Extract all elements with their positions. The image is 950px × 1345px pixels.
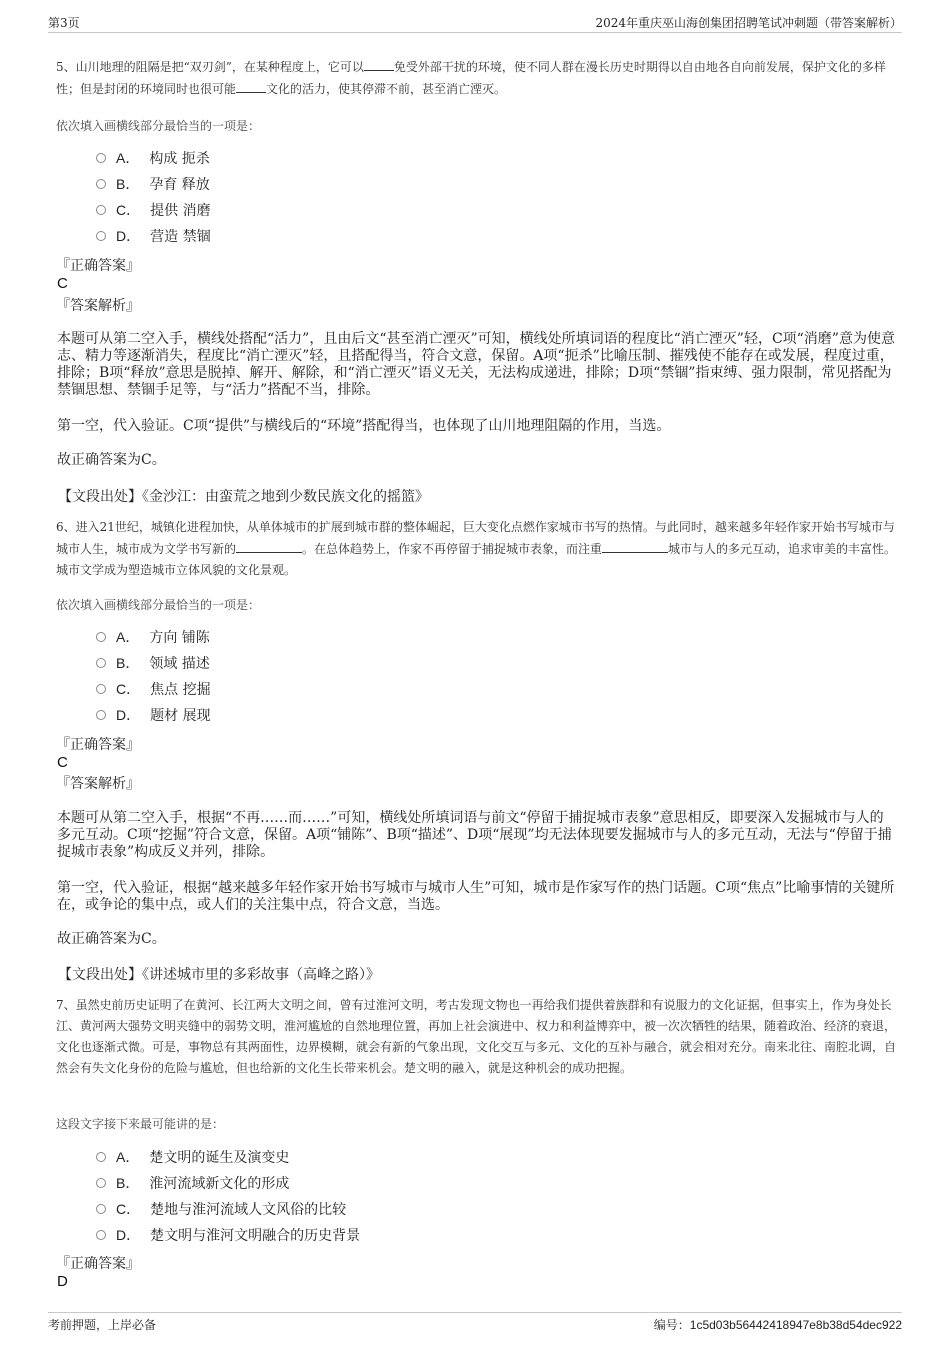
question-6-options bbox=[56, 624, 211, 728]
question-7-options bbox=[56, 1144, 360, 1248]
blank-1 bbox=[364, 56, 394, 71]
analysis-label: 『答案解析』 bbox=[56, 776, 140, 792]
radio-icon[interactable] bbox=[96, 1178, 106, 1188]
page-header bbox=[48, 14, 902, 33]
option-d[interactable]: D． 楚文明与淮河文明融合的历史背景 bbox=[56, 1222, 360, 1248]
page-footer bbox=[48, 1312, 902, 1335]
answer-label: 『正确答案』 bbox=[56, 258, 140, 274]
source-citation: 【文段出处】《金沙江：由蛮荒之地到少数民族文化的摇篮》 bbox=[58, 489, 429, 505]
question-5-stem: 5、山川地理的阻隔是把“双刃剑”，在某种程度上，它可以 免受外部干扰的环境，使不同人群在漫长历史时期得以自由地各自向前发展，保护文化的多样性；但是封闭的环境同时也很可能 文化的活力，使其停滞不前，甚至消亡湮灭。 bbox=[56, 56, 898, 100]
question-5-prompt: 依次填入画横线部分最恰当的一项是： bbox=[56, 119, 261, 133]
option-d[interactable]: D． 题材 展现 bbox=[56, 702, 211, 728]
question-7 bbox=[56, 995, 898, 1079]
question-6-prompt: 依次填入画横线部分最恰当的一项是： bbox=[56, 598, 261, 612]
question-6-stem: 6、进入21世纪，城镇化进程加快，从单体城市的扩展到城市群的整体崛起，巨大变化点燃作家城市书写的热情。与此同时，越来越多年轻作家开始书写城市与城市人生，城市成为文学书写新的 。在总体趋势上，作家不再停留于捕捉城市表象，而注重 城市与人的多元互动，追求审美的丰富性。城市文学成为塑造城市立体风貌的文化景观。 bbox=[56, 520, 897, 577]
option-c[interactable]: C． 焦点 挖掘 bbox=[56, 676, 211, 702]
option-d[interactable]: D． 营造 禁锢 bbox=[56, 223, 211, 249]
answer-value: D bbox=[57, 1273, 68, 1290]
question-7-stem: 7、虽然史前历史证明了在黄河、长江两大文明之间，曾有过淮河文明，考古发现文物也一再给我们提供着族群和有说服力的文化证据，但事实上，作为身处长江、黄河两大强势文明夹缝中的弱势文明，淮河尴尬的自然地理位置，再加上社会演进中、权力和利益博弈中，被一次次牺牲的结果，随着政治、经济的衰退，文化也逐渐式微。可是，事物总有其两面性，边界模糊，就会有新的气象出现，文化交互与多元、文化的互补与融合，就会相对充分。南来北往、南腔北调，自然会有失文化身份的危险与尴尬，但也给新的文化生长带来机会。楚文明的融入，就是这种机会的成功把握。 bbox=[56, 998, 897, 1075]
option-a[interactable]: A． 方向 铺陈 bbox=[56, 624, 211, 650]
analysis-conclusion: 故正确答案为C。 bbox=[57, 931, 166, 947]
radio-icon[interactable] bbox=[96, 710, 106, 720]
answer-value: C bbox=[57, 275, 68, 292]
analysis-paragraph: 本题可从第二空入手，横线处搭配“活力”，且由后文“甚至消亡湮灭”可知，横线处所填词语的程度比“消亡湮灭”轻，C项“消磨”意为使意志、精力等逐渐消失，程度比“消亡湮灭”轻，且搭配得当，符合文意，保留。A项“扼杀”比喻压制、摧残使不能存在或发展，程度过重，排除；B项“释放”意思是脱掉、解开、解除，和“消亡湮灭”语义无关，无法构成递进，排除；D项“禁锢”指束缚、强力限制，常见搭配为禁锢思想、禁锢手足等，与“活力”搭配不当，排除。 bbox=[57, 331, 895, 398]
source-citation: 【文段出处】《讲述城市里的多彩故事（高峰之路）》 bbox=[58, 967, 380, 983]
answer-label: 『正确答案』 bbox=[56, 1256, 140, 1272]
answer-label: 『正确答案』 bbox=[56, 737, 140, 753]
option-c[interactable]: C． 楚地与淮河流域人文风俗的比较 bbox=[56, 1196, 360, 1222]
radio-icon[interactable] bbox=[96, 1230, 106, 1240]
analysis-paragraph: 第一空，代入验证，根据“越来越多年轻作家开始书写城市与城市人生”可知，城市是作家写作的热门话题。C项“焦点”比喻事情的关键所在，或争论的集中点，或人们的关注集中点，符合文意，当选。 bbox=[57, 880, 895, 913]
option-c[interactable]: C． 提供 消磨 bbox=[56, 197, 211, 223]
option-b[interactable]: B． 淮河流域新文化的形成 bbox=[56, 1170, 360, 1196]
radio-icon[interactable] bbox=[96, 632, 106, 642]
answer-value: C bbox=[57, 754, 68, 771]
question-7-prompt: 这段文字接下来最可能讲的是： bbox=[56, 1117, 225, 1131]
radio-icon[interactable] bbox=[96, 205, 106, 215]
document-title: 2024年重庆巫山海创集团招聘笔试冲刺题（带答案解析） bbox=[595, 16, 902, 30]
radio-icon[interactable] bbox=[96, 1204, 106, 1214]
radio-icon[interactable] bbox=[96, 1152, 106, 1162]
question-5 bbox=[56, 56, 898, 100]
radio-icon[interactable] bbox=[96, 179, 106, 189]
document-id: 编号：1c5d03b56442418947e8b38d54dec922 bbox=[653, 1318, 902, 1332]
blank-2 bbox=[236, 78, 266, 93]
radio-icon[interactable] bbox=[96, 684, 106, 694]
option-b[interactable]: B． 领域 描述 bbox=[56, 650, 211, 676]
option-a[interactable]: A． 楚文明的诞生及演变史 bbox=[56, 1144, 360, 1170]
analysis-conclusion: 故正确答案为C。 bbox=[57, 452, 166, 468]
page-number: 第3页 bbox=[48, 16, 80, 30]
radio-icon[interactable] bbox=[96, 153, 106, 163]
footer-slogan: 考前押题，上岸必备 bbox=[48, 1318, 157, 1332]
question-6 bbox=[56, 517, 898, 581]
analysis-paragraph: 本题可从第二空入手，根据“不再……而……”可知，横线处所填词语与前文“停留于捕捉城市表象”意思相反，即要深入发掘城市与人的多元互动。C项“挖掘”符合文意，保留。A项“铺陈”、B项“描述”、D项“展现”均无法体现要发掘城市与人的多元互动，无法与“停留于捕捉城市表象”构成反义并列，排除。 bbox=[57, 810, 892, 860]
option-a[interactable]: A． 构成 扼杀 bbox=[56, 145, 211, 171]
radio-icon[interactable] bbox=[96, 231, 106, 241]
analysis-label: 『答案解析』 bbox=[56, 298, 140, 314]
blank-1 bbox=[236, 538, 302, 553]
blank-2 bbox=[602, 538, 668, 553]
radio-icon[interactable] bbox=[96, 658, 106, 668]
option-b[interactable]: B． 孕育 释放 bbox=[56, 171, 211, 197]
analysis-paragraph: 第一空，代入验证。C项“提供”与横线后的“环境”搭配得当，也体现了山川地理阻隔的作用，当选。 bbox=[57, 418, 671, 434]
question-5-options bbox=[56, 145, 211, 249]
